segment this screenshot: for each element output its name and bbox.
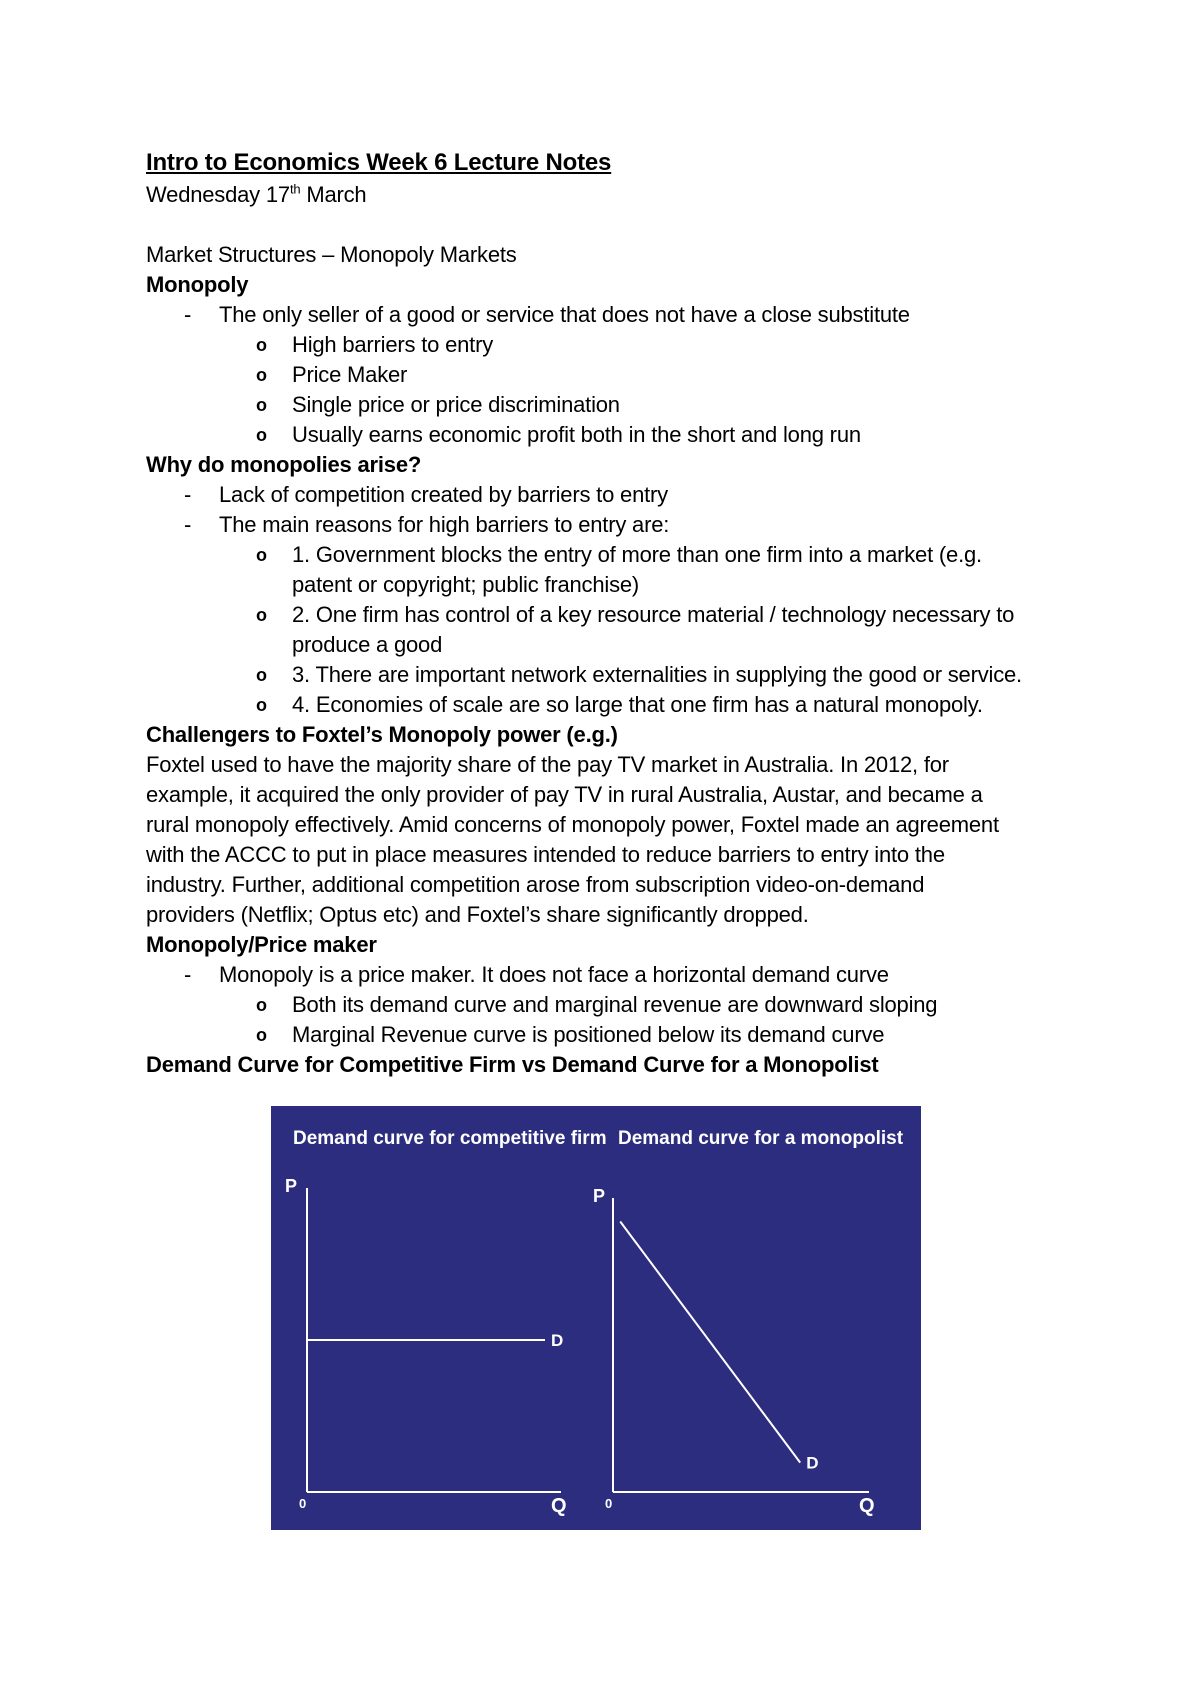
date-suffix-sup: th bbox=[289, 181, 301, 197]
paragraph-line: industry. Further, additional competition arose from subscription video-on-demand bbox=[146, 872, 925, 897]
sub-bullet-text: 1. Government blocks the entry of more than one firm into a market (e.g. bbox=[292, 542, 982, 567]
sub-bullet-item bbox=[146, 360, 1066, 390]
foxtel-heading: Challengers to Foxtel’s Monopoly power (e.g.) bbox=[146, 722, 618, 747]
demand-curve-2 bbox=[620, 1222, 800, 1463]
bullet-item bbox=[146, 480, 1066, 510]
sub-bullet-item bbox=[146, 1020, 1066, 1050]
paragraph-line: rural monopoly effectively. Amid concerns of monopoly power, Foxtel made an agreement bbox=[146, 812, 999, 837]
circle-marker: o bbox=[256, 425, 267, 445]
foxtel-paragraph bbox=[146, 750, 1066, 930]
bullet-text: Lack of competition created by barriers to entry bbox=[219, 482, 668, 507]
x-axis-label-1: Q bbox=[551, 1495, 567, 1517]
circle-marker: o bbox=[256, 605, 267, 625]
bullet-text: The only seller of a good or service that does not have a close substitute bbox=[219, 302, 910, 327]
section-heading: Market Structures – Monopoly Markets bbox=[146, 242, 517, 267]
sub-bullet-item bbox=[146, 600, 1066, 630]
chart-title-2: Demand curve for a monopolist bbox=[618, 1128, 904, 1149]
dash-marker: - bbox=[184, 482, 192, 507]
dash-marker: - bbox=[184, 962, 192, 987]
sub-bullet-text: 3. There are important network externalities in supplying the good or service. bbox=[292, 662, 1022, 687]
paragraph-line: example, it acquired the only provider of pay TV in rural Australia, Austar, and became a bbox=[146, 782, 983, 807]
demand-curves-svg bbox=[271, 1106, 921, 1530]
paragraph-line: providers (Netflix; Optus etc) and Foxtel’s share significantly dropped. bbox=[146, 902, 809, 927]
circle-marker: o bbox=[256, 545, 267, 565]
circle-marker: o bbox=[256, 665, 267, 685]
sub-bullet-item bbox=[146, 420, 1066, 450]
circle-marker: o bbox=[256, 335, 267, 355]
series-label-2: D bbox=[806, 1453, 819, 1473]
circle-marker: o bbox=[256, 395, 267, 415]
figure-heading: Demand Curve for Competitive Firm vs Demand Curve for a Monopolist bbox=[146, 1052, 879, 1077]
x-axis-label-2: Q bbox=[859, 1495, 875, 1517]
date-prefix: Wednesday 17 bbox=[146, 182, 290, 207]
price-maker-heading: Monopoly/Price maker bbox=[146, 932, 377, 957]
bullet-item bbox=[146, 300, 1066, 330]
sub-bullet-item bbox=[146, 390, 1066, 420]
sub-bullet-item bbox=[146, 990, 1066, 1020]
series-label-1: D bbox=[551, 1331, 564, 1350]
monopoly-heading: Monopoly bbox=[146, 272, 249, 297]
bullet-text: The main reasons for high barriers to entry are: bbox=[219, 512, 670, 537]
page-title: Intro to Economics Week 6 Lecture Notes bbox=[146, 149, 612, 176]
sub-bullet-text: produce a good bbox=[292, 632, 443, 657]
origin-label-2: 0 bbox=[605, 1496, 613, 1511]
date-line bbox=[146, 180, 1066, 210]
sub-bullet-item bbox=[146, 330, 1066, 360]
y-axis-label-1: P bbox=[285, 1176, 298, 1196]
sub-bullet-continuation bbox=[146, 630, 1066, 660]
date-month: March bbox=[300, 182, 367, 207]
sub-bullet-text: Both its demand curve and marginal revenue are downward sloping bbox=[292, 992, 938, 1017]
sub-bullet-text: 2. One firm has control of a key resource material / technology necessary to bbox=[292, 602, 1015, 627]
circle-marker: o bbox=[256, 695, 267, 715]
circle-marker: o bbox=[256, 1025, 267, 1045]
sub-bullet-text: patent or copyright; public franchise) bbox=[292, 572, 640, 597]
y-axis-label-2: P bbox=[593, 1186, 606, 1206]
sub-bullet-text: High barriers to entry bbox=[292, 332, 494, 357]
bullet-text: Monopoly is a price maker. It does not face a horizontal demand curve bbox=[219, 962, 889, 987]
document-body bbox=[146, 146, 1066, 1080]
bullet-item bbox=[146, 510, 1066, 540]
sub-bullet-continuation bbox=[146, 570, 1066, 600]
sub-bullet-item bbox=[146, 690, 1066, 720]
sub-bullet-text: Marginal Revenue curve is positioned below its demand curve bbox=[292, 1022, 885, 1047]
sub-bullet-item bbox=[146, 540, 1066, 570]
circle-marker: o bbox=[256, 365, 267, 385]
dash-marker: - bbox=[184, 512, 192, 537]
origin-label-1: 0 bbox=[299, 1496, 307, 1511]
sub-bullet-text: Price Maker bbox=[292, 362, 408, 387]
chart-title-1: Demand curve for competitive firm bbox=[293, 1128, 607, 1149]
sub-bullet-text: Usually earns economic profit both in the short and long run bbox=[292, 422, 861, 447]
dash-marker: - bbox=[184, 302, 192, 327]
paragraph-line: with the ACCC to put in place measures intended to reduce barriers to entry into the bbox=[146, 842, 945, 867]
why-heading: Why do monopolies arise? bbox=[146, 452, 422, 477]
circle-marker: o bbox=[256, 995, 267, 1015]
sub-bullet-text: Single price or price discrimination bbox=[292, 392, 620, 417]
demand-curves-figure bbox=[271, 1106, 921, 1530]
sub-bullet-item bbox=[146, 660, 1066, 690]
bullet-item bbox=[146, 960, 1066, 990]
sub-bullet-text: 4. Economies of scale are so large that one firm has a natural monopoly. bbox=[292, 692, 983, 717]
paragraph-line: Foxtel used to have the majority share of the pay TV market in Australia. In 2012, for bbox=[146, 752, 949, 777]
